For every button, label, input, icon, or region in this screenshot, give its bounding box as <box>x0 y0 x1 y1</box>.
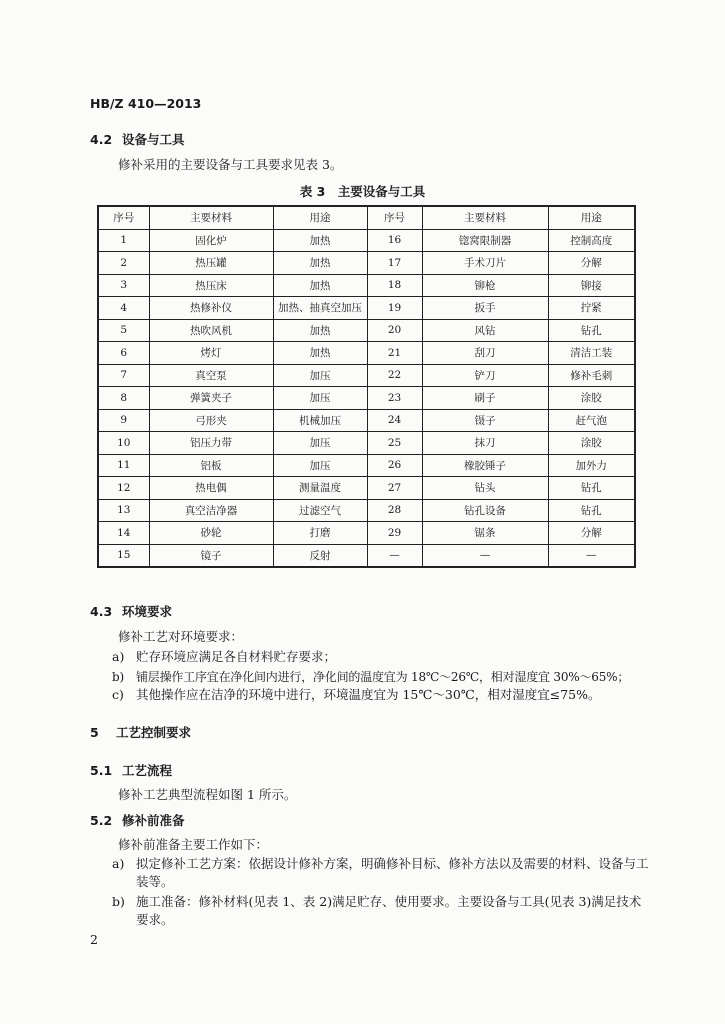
equipment-table <box>97 205 636 568</box>
page-number: 2 <box>90 932 98 947</box>
list-marker: c) <box>112 687 124 702</box>
usage-cell: 打磨 <box>273 522 367 545</box>
usage-cell: 加外力 <box>548 454 635 477</box>
usage-cell: 加压 <box>273 454 367 477</box>
seq-cell: 5 <box>98 319 149 342</box>
seq-cell: — <box>367 544 422 567</box>
list-text: 拟定修补工艺方案：依据设计修补方案，明确修补目标、修补方法以及需要的材料、设备与工 <box>136 856 649 871</box>
list-text: 贮存环境应满足各自材料贮存要求； <box>136 649 337 664</box>
usage-cell: 清洁工装 <box>548 342 635 365</box>
material-cell: 手术刀片 <box>422 252 548 275</box>
table-caption: 表 3 主要设备与工具 <box>299 184 426 199</box>
material-cell: 刷子 <box>422 387 548 410</box>
material-cell: 热压床 <box>149 274 273 297</box>
seq-cell: 2 <box>98 252 149 275</box>
section-title: 修补前准备 <box>122 813 185 828</box>
usage-cell: 铆接 <box>548 274 635 297</box>
list-text: 其他操作应在洁净的环境中进行，环境温度宜为 15℃～30℃，相对湿度宜≤75%。 <box>136 687 601 702</box>
usage-cell: 分解 <box>548 252 635 275</box>
table-row <box>98 387 635 410</box>
material-cell: 真空泵 <box>149 364 273 387</box>
seq-cell: 1 <box>98 229 149 252</box>
seq-cell: 21 <box>367 342 422 365</box>
seq-cell: 27 <box>367 477 422 500</box>
seq-cell: 26 <box>367 454 422 477</box>
section-heading-5-1 <box>90 761 172 779</box>
seq-cell: 14 <box>98 522 149 545</box>
seq-cell: 17 <box>367 252 422 275</box>
usage-cell: 机械加压 <box>273 409 367 432</box>
usage-cell: 加压 <box>273 364 367 387</box>
list-marker: a) <box>112 649 125 664</box>
list-item <box>112 648 336 666</box>
list-marker: a) <box>112 856 125 871</box>
section-heading-5-2 <box>90 811 185 829</box>
material-cell: 热修补仪 <box>149 297 273 320</box>
table-row <box>98 432 635 455</box>
seq-cell: 8 <box>98 387 149 410</box>
seq-cell: 28 <box>367 499 422 522</box>
usage-cell: 修补毛刺 <box>548 364 635 387</box>
material-cell: 橡胶锤子 <box>422 454 548 477</box>
list-item-continuation: 装等。 <box>136 874 174 889</box>
section-title: 环境要求 <box>122 604 173 619</box>
list-item <box>112 893 641 911</box>
usage-cell: 加热 <box>273 229 367 252</box>
section-4-3-intro: 修补工艺对环境要求： <box>118 629 244 644</box>
list-item <box>112 668 629 686</box>
section-title: 设备与工具 <box>122 132 185 147</box>
seq-cell: 10 <box>98 432 149 455</box>
table-row <box>98 229 635 252</box>
section-number: 5 <box>90 725 99 740</box>
header-cell: 用途 <box>273 206 367 229</box>
seq-cell: 22 <box>367 364 422 387</box>
usage-cell: 赶气泡 <box>548 409 635 432</box>
material-cell: 锪窝限制器 <box>422 229 548 252</box>
table-header-row <box>98 206 635 229</box>
header-cell: 主要材料 <box>422 206 548 229</box>
material-cell: 镜子 <box>149 544 273 567</box>
material-cell: 热电偶 <box>149 477 273 500</box>
seq-cell: 24 <box>367 409 422 432</box>
document-id: HB/Z 410—2013 <box>90 96 202 111</box>
seq-cell: 29 <box>367 522 422 545</box>
seq-cell: 23 <box>367 387 422 410</box>
table-row <box>98 342 635 365</box>
table-row <box>98 364 635 387</box>
seq-cell: 18 <box>367 274 422 297</box>
table-row <box>98 544 635 567</box>
material-cell: 抹刀 <box>422 432 548 455</box>
seq-cell: 6 <box>98 342 149 365</box>
table-row <box>98 454 635 477</box>
usage-cell: 加热 <box>273 319 367 342</box>
section-number: 4.2 <box>90 132 113 147</box>
usage-cell: 加热、抽真空加压 <box>273 297 367 320</box>
table-row <box>98 522 635 545</box>
usage-cell: 钻孔 <box>548 319 635 342</box>
seq-cell: 15 <box>98 544 149 567</box>
usage-cell: 加压 <box>273 387 367 410</box>
list-marker: b) <box>112 894 125 909</box>
material-cell: 风钻 <box>422 319 548 342</box>
seq-cell: 4 <box>98 297 149 320</box>
table-row <box>98 297 635 320</box>
material-cell: 锯条 <box>422 522 548 545</box>
material-cell: 钻头 <box>422 477 548 500</box>
usage-cell: 加热 <box>273 252 367 275</box>
usage-cell: 控制高度 <box>548 229 635 252</box>
material-cell: 固化炉 <box>149 229 273 252</box>
material-cell: 镊子 <box>422 409 548 432</box>
usage-cell: 拧紧 <box>548 297 635 320</box>
list-text: 施工准备：修补材料(见表 1、表 2)满足贮存、使用要求。主要设备与工具(见表 3)满足技术 <box>136 894 642 909</box>
table-row <box>98 274 635 297</box>
header-cell: 序号 <box>98 206 149 229</box>
seq-cell: 7 <box>98 364 149 387</box>
usage-cell: 加热 <box>273 342 367 365</box>
table-row <box>98 499 635 522</box>
seq-cell: 9 <box>98 409 149 432</box>
seq-cell: 11 <box>98 454 149 477</box>
header-cell: 用途 <box>548 206 635 229</box>
section-4-2-intro: 修补采用的主要设备与工具要求见表 3。 <box>118 157 343 172</box>
material-cell: 铆枪 <box>422 274 548 297</box>
section-heading-5 <box>90 723 191 741</box>
list-marker: b) <box>112 670 124 684</box>
section-title: 工艺流程 <box>122 763 173 778</box>
header-cell: 序号 <box>367 206 422 229</box>
table-row <box>98 477 635 500</box>
usage-cell: 测量温度 <box>273 477 367 500</box>
material-cell: 真空洁净器 <box>149 499 273 522</box>
material-cell: 铝板 <box>149 454 273 477</box>
material-cell: 热吹风机 <box>149 319 273 342</box>
usage-cell: 分解 <box>548 522 635 545</box>
material-cell: 弓形夹 <box>149 409 273 432</box>
material-cell: 砂轮 <box>149 522 273 545</box>
material-cell: 烤灯 <box>149 342 273 365</box>
usage-cell: 加热 <box>273 274 367 297</box>
material-cell: 热压罐 <box>149 252 273 275</box>
material-cell: 刮刀 <box>422 342 548 365</box>
seq-cell: 25 <box>367 432 422 455</box>
section-5-1-intro: 修补工艺典型流程如图 1 所示。 <box>118 787 297 802</box>
usage-cell: — <box>548 544 635 567</box>
material-cell: 铝压力带 <box>149 432 273 455</box>
seq-cell: 19 <box>367 297 422 320</box>
material-cell: 扳手 <box>422 297 548 320</box>
list-item <box>112 686 601 704</box>
section-number: 4.3 <box>90 604 113 619</box>
section-5-2-intro: 修补前准备主要工作如下： <box>118 837 269 852</box>
usage-cell: 反射 <box>273 544 367 567</box>
seq-cell: 13 <box>98 499 149 522</box>
table-row <box>98 409 635 432</box>
usage-cell: 过滤空气 <box>273 499 367 522</box>
list-item-continuation: 要求。 <box>136 912 174 927</box>
material-cell: 钻孔设备 <box>422 499 548 522</box>
list-text: 铺层操作工序宜在净化间内进行，净化间的温度宜为 18℃～26℃，相对湿度宜 30%～65%； <box>136 670 630 684</box>
usage-cell: 钻孔 <box>548 477 635 500</box>
seq-cell: 12 <box>98 477 149 500</box>
material-cell: — <box>422 544 548 567</box>
seq-cell: 20 <box>367 319 422 342</box>
table-row <box>98 252 635 275</box>
usage-cell: 加压 <box>273 432 367 455</box>
material-cell: 弹簧夹子 <box>149 387 273 410</box>
usage-cell: 涂胶 <box>548 387 635 410</box>
usage-cell: 涂胶 <box>548 432 635 455</box>
header-cell: 主要材料 <box>149 206 273 229</box>
seq-cell: 3 <box>98 274 149 297</box>
list-item <box>112 855 649 873</box>
seq-cell: 16 <box>367 229 422 252</box>
section-heading-4-3 <box>90 602 172 620</box>
usage-cell: 钻孔 <box>548 499 635 522</box>
material-cell: 铲刀 <box>422 364 548 387</box>
section-number: 5.1 <box>90 763 113 778</box>
section-title: 工艺控制要求 <box>116 725 192 740</box>
table-row <box>98 319 635 342</box>
section-number: 5.2 <box>90 813 113 828</box>
section-heading-4-2 <box>90 130 185 148</box>
